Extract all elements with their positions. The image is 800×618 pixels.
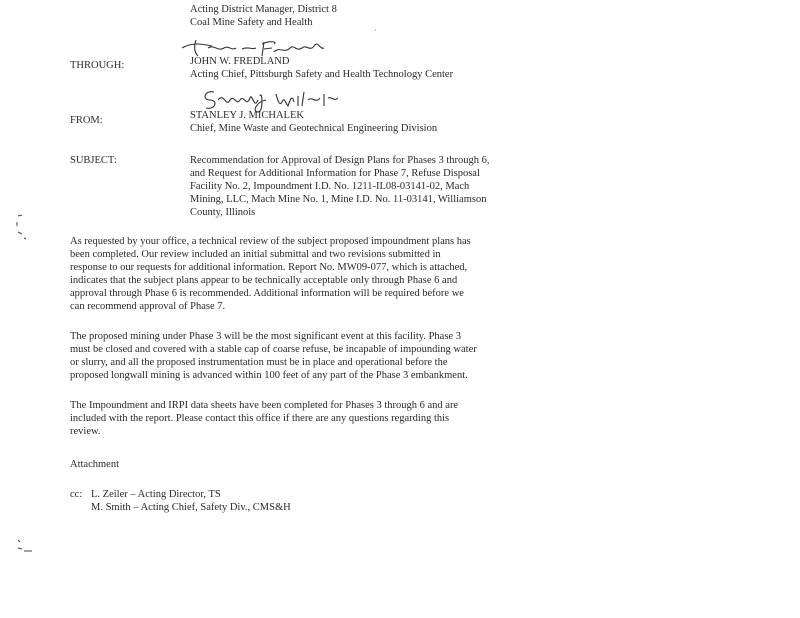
from-name: STANLEY J. MICHALEK — [190, 110, 304, 121]
through-title: Acting Chief, Pittsburgh Safety and Health Technology Center — [190, 69, 454, 80]
paragraph-line: must be closed and covered with a stable cap of coarse refuse, be incapable of impounding water — [70, 344, 477, 355]
subject-label: SUBJECT: — [70, 155, 117, 166]
paragraph-line: can recommend approval of Phase 7. — [70, 301, 226, 312]
to-title-line1: Acting District Manager, District 8 — [190, 4, 337, 15]
paragraph-line: As requested by your office, a technical review of the subject proposed impoundment plans has — [70, 236, 471, 247]
subject-line: and Request for Additional Information for Phase 7, Refuse Disposal — [190, 168, 480, 179]
paragraph-line: included with the report. Please contact this office if there are any questions regarding this — [70, 413, 450, 424]
subject-line: County, Illinois — [190, 207, 256, 218]
to-title-line2: Coal Mine Safety and Health — [190, 17, 313, 28]
paragraph-line: The proposed mining under Phase 3 will be the most significant event at this facility. Phase 3 — [70, 331, 461, 342]
cc-recipient: L. Zeiler – Acting Director, TS — [91, 489, 221, 500]
from-label: FROM: — [70, 115, 103, 126]
body-paragraph-2 — [70, 330, 530, 382]
paragraph-line: review. — [70, 426, 101, 437]
body-paragraph-1 — [70, 235, 530, 313]
margin-corner-mark — [12, 536, 36, 556]
paragraph-line: been completed. Our review included an initial submittal and two revisions submitted in — [70, 249, 441, 260]
cc-label: cc: — [70, 489, 83, 500]
body-paragraph-3 — [70, 399, 530, 438]
paragraph-line: approval through Phase 6 is recommended. Additional information will be required before we — [70, 288, 464, 299]
paragraph-line: or slurry, and all the proposed instrumentation must be in place and operational before the — [70, 357, 448, 368]
through-label: THROUGH: — [70, 60, 125, 71]
paragraph-line: response to our requests for additional information. Report No. MW09-077, which is attached, — [70, 262, 468, 273]
paragraph-line: indicates that the subject plans appear to be technically acceptable only through Phase 6 and — [70, 275, 458, 286]
subject-line: Recommendation for Approval of Design Plans for Phases 3 through 6, — [190, 155, 490, 166]
subject-line: Mining, LLC, Mach Mine No. 1, Mine I.D. No. 11-03141, Williamson — [190, 194, 487, 205]
through-name: JOHN W. FREDLAND — [190, 56, 290, 67]
attachment-label: Attachment — [70, 459, 119, 470]
from-title: Chief, Mine Waste and Geotechnical Engineering Division — [190, 123, 438, 134]
subject-line: Facility No. 2, Impoundment I.D. No. 1211-IL08-03141-02, Mach — [190, 181, 470, 192]
cc-recipient: M. Smith – Acting Chief, Safety Div., CMS&H — [91, 502, 291, 513]
margin-bracket-mark — [12, 212, 28, 242]
paragraph-line: proposed longwall mining is advanced within 100 feet of any part of the Phase 3 embankment. — [70, 370, 468, 381]
scan-speck: · — [374, 26, 377, 35]
paragraph-line: The Impoundment and IRPI data sheets have been completed for Phases 3 through 6 and are — [70, 400, 459, 411]
